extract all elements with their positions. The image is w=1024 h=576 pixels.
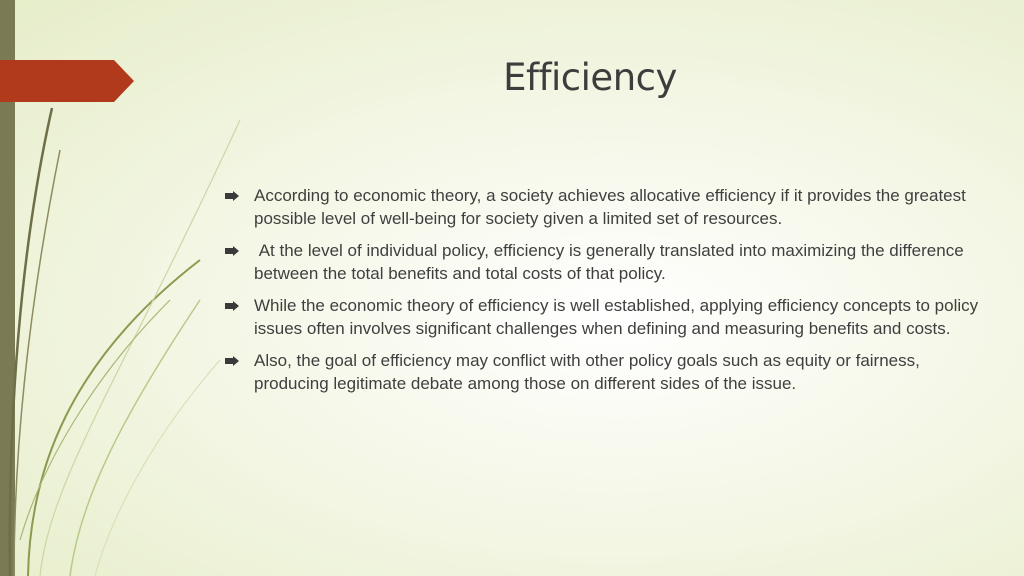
title-accent-arrow	[0, 60, 134, 102]
bullet-text: At the level of individual policy, efficiency is generally translated into maximizing the difference between the total benefits and total costs of that policy.	[254, 241, 964, 283]
bullet-item	[225, 349, 985, 395]
arrow-right-icon	[225, 246, 239, 256]
bullet-text: According to economic theory, a society achieves allocative efficiency if it provides the greatest possible level of well-being for society given a limited set of resources.	[254, 186, 966, 228]
bullet-item	[225, 294, 985, 340]
bullet-text: While the economic theory of efficiency is well established, applying efficiency concepts to policy issues often involves significant challenges when defining and measuring benefits and costs.	[254, 296, 979, 338]
bullet-list	[225, 184, 985, 404]
bullet-item	[225, 184, 985, 230]
arrow-right-icon	[225, 301, 239, 311]
bullet-text: Also, the goal of efficiency may conflict with other policy goals such as equity or fairness, producing legitimate debate among those on different sides of the issue.	[254, 351, 920, 393]
slide-title: Efficiency	[503, 56, 677, 99]
arrow-right-icon	[225, 191, 239, 201]
bullet-item	[225, 239, 985, 285]
arrow-right-icon	[225, 356, 239, 366]
